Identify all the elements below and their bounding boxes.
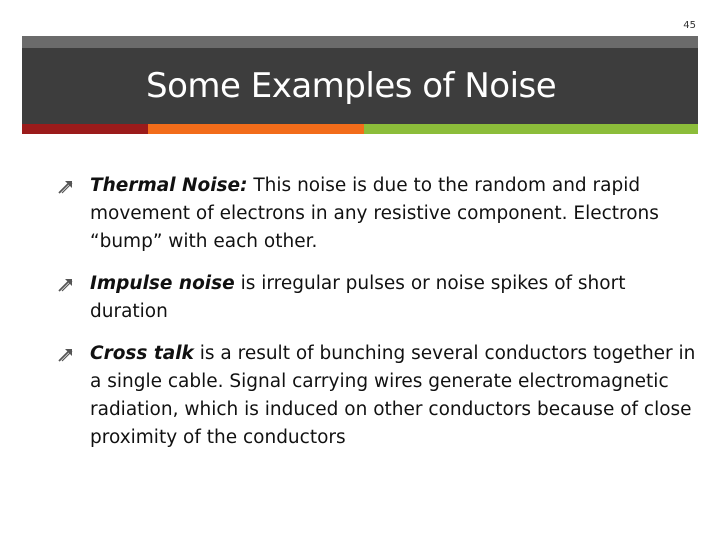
arrow-up-right-icon [56, 346, 74, 364]
accent-bar-orange [148, 124, 364, 134]
bullet-text: is a result of bunching several conductors together in a single cable. Signal carrying wires generate electromagnetic radiation, which is induced on other conductors because of close proximity of the conductors [90, 343, 696, 448]
bullet-item-impulse-noise [56, 270, 696, 326]
slide-title: Some Examples of Noise [146, 66, 557, 106]
bullet-item-cross-talk [56, 340, 696, 452]
bullet-list [56, 172, 696, 466]
bullet-lead: Cross talk [90, 343, 194, 364]
header-top-strip [22, 36, 698, 48]
bullet-text: This noise is due to the random and rapid movement of electrons in any resistive component. Electrons “bump” with each other. [90, 175, 659, 252]
arrow-up-right-icon [56, 276, 74, 294]
bullet-text: is irregular pulses or noise spikes of short duration [90, 273, 626, 322]
bullet-lead: Impulse noise [90, 273, 235, 294]
slide-number: 45 [683, 20, 696, 31]
title-band [22, 48, 698, 124]
bullet-lead: Thermal Noise: [90, 175, 248, 196]
accent-bar-red [22, 124, 148, 134]
bullet-item-thermal-noise [56, 172, 696, 256]
arrow-up-right-icon [56, 178, 74, 196]
accent-bar-green [364, 124, 698, 134]
